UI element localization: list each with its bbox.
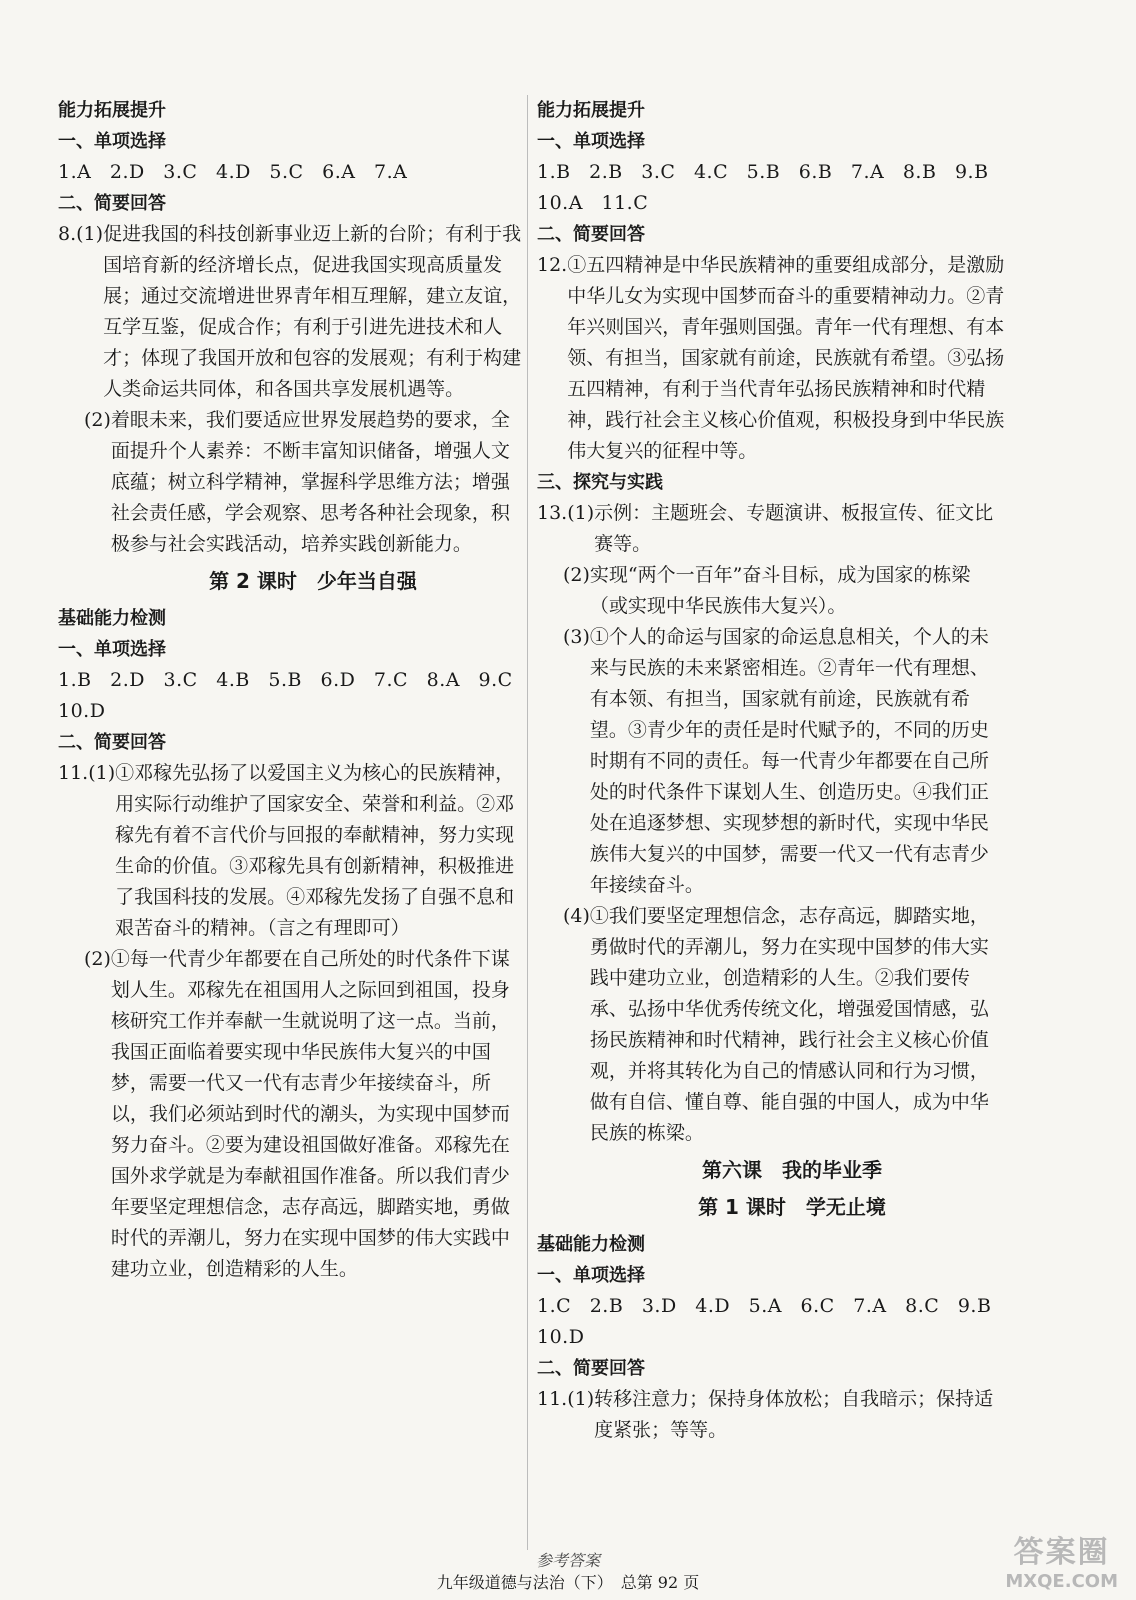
question-number: 11. [58, 762, 89, 784]
section-heading: 能力拓展提升 [58, 100, 166, 121]
subsection-heading: 二、简要回答 [537, 224, 645, 245]
footer-label: 参考答案 [535, 1551, 600, 1570]
lesson-title: 第六课 我的毕业季 [702, 1158, 882, 1182]
question-13-part-4 [537, 901, 1007, 1149]
question-13-part-3 [537, 622, 1007, 901]
answer-row: 10.D [537, 1326, 585, 1348]
right-column [537, 95, 1007, 1446]
answer-row: 10.A 11.C [537, 192, 649, 214]
question-number: 8. [58, 223, 77, 245]
sub-number: (4) [563, 905, 590, 927]
section-heading: 基础能力检测 [537, 1234, 645, 1255]
answer-row: 10.D [58, 700, 106, 722]
sub-number: (1) [88, 762, 116, 784]
answer-text: 转移注意力；保持身体放松；自我暗示；保持适度紧张；等等。 [594, 1388, 994, 1441]
answer-text: ①每一代青少年都要在自己所处的时代条件下谋划人生。邓稼先在祖国用人之际回到祖国，投身核研究工作并奉献一生就说明了这一点。当前，我国正面临着要实现中华民族伟大复兴的中国梦，需要一代又一代有志青少年接续奋斗，所以，我们必须站到时代的潮头，为实现中国梦而努力奋斗。②要为建设祖国做好准备。邓稼先在国外求学就是为奉献祖国作准备。所以我们青少年要坚定理想信念，志存高远，脚踏实地，勇做时代的弄潮儿，努力在实现中国梦的伟大实践中建功立业，创造精彩的人生。 [110, 948, 510, 1280]
page-footer: 九年级道德与法治（下） 总第 92 页 [436, 1573, 700, 1592]
watermark-logo [1005, 1527, 1118, 1592]
watermark-url: MXQE.COM [1005, 1571, 1118, 1592]
question-8-part-2 [58, 405, 528, 560]
left-column [58, 95, 528, 1285]
answer-text: ①个人的命运与国家的命运息息相关，个人的未来与民族的未来紧密相连。②青年一代有理想、有本领、有担当，国家就有前途，民族就有希望。③青少年的责任是时代赋予的，不同的历史时期有不同的责任。每一代青少年都要在自己所处的时代条件下谋划人生、创造历史。④我们正处在追逐梦想、实现梦想的新时代，实现中华民族伟大复兴的中国梦，需要一代又一代有志青少年接续奋斗。 [589, 626, 989, 896]
section-heading: 基础能力检测 [58, 608, 166, 629]
sub-number: (2) [563, 564, 590, 586]
question-11-part-2 [58, 944, 528, 1285]
question-11 [58, 758, 528, 944]
subsection-heading: 一、单项选择 [58, 639, 166, 660]
answer-text: 着眼未来，我们要适应世界发展趋势的要求，全面提升个人素养：不断丰富知识储备，增强人文底蕴；树立科学精神，掌握科学思维方法；增强社会责任感，学会观察、思考各种社会现象，积极参与社会实践活动，培养实践创新能力。 [110, 409, 510, 555]
sub-number: (1) [76, 223, 104, 245]
answer-row: 1.A 2.D 3.C 4.D 5.C 6.A 7.A [58, 161, 408, 183]
sub-number: (2) [84, 948, 111, 970]
subsection-heading: 三、探究与实践 [537, 472, 663, 493]
sub-number: (1) [567, 502, 595, 524]
watermark-text: 答案圈 [1013, 1535, 1110, 1570]
question-13-part-2 [537, 560, 1007, 622]
subsection-heading: 一、单项选择 [537, 131, 645, 152]
answer-row: 1.B 2.B 3.C 4.C 5.B 6.B 7.A 8.B 9.B [537, 161, 989, 183]
subsection-heading: 二、简要回答 [58, 193, 166, 214]
question-number: 12. [537, 254, 568, 276]
sub-number: (1) [567, 1388, 595, 1410]
sub-number: (3) [563, 626, 590, 648]
question-8 [58, 219, 528, 405]
answer-text: 实现“两个一百年”奋斗目标，成为国家的栋梁（或实现中华民族伟大复兴）。 [589, 564, 971, 617]
answer-text: ①邓稼先弘扬了以爱国主义为核心的民族精神，用实际行动维护了国家安全、荣誉和利益。②邓稼先有着不言代价与回报的奉献精神，努力实现生命的价值。③邓稼先具有创新精神，积极推进了我国科技的发展。④邓稼先发扬了自强不息和艰苦奋斗的精神。（言之有理即可） [115, 762, 515, 939]
question-13 [537, 498, 1007, 560]
question-number: 13. [537, 502, 568, 524]
subsection-heading: 二、简要回答 [58, 732, 166, 753]
question-12 [537, 250, 1007, 467]
answer-text: 促进我国的科技创新事业迈上新的台阶；有利于我国培育新的经济增长点，促进我国实现高质量发展；通过交流增进世界青年相互理解，建立友谊，互学互鉴，促成合作；有利于引进先进技术和人才；体现了我国开放和包容的发展观；有利于构建人类命运共同体，和各国共享发展机遇等。 [103, 223, 522, 400]
answer-row: 1.B 2.D 3.C 4.B 5.B 6.D 7.C 8.A 9.C [58, 669, 513, 691]
section-heading: 能力拓展提升 [537, 100, 645, 121]
question-number: 11. [537, 1388, 568, 1410]
subsection-heading: 一、单项选择 [537, 1265, 645, 1286]
answer-text: 示例：主题班会、专题演讲、板报宣传、征文比赛等。 [594, 502, 994, 555]
lesson-title: 第 2 课时 少年当自强 [209, 569, 417, 593]
answer-text: ①五四精神是中华民族精神的重要组成部分，是激励中华儿女为实现中国梦而奋斗的重要精神动力。②青年兴则国兴，青年强则国强。青年一代有理想、有本领、有担当，国家就有前途，民族就有希望。③弘扬五四精神，有利于当代青年弘扬民族精神和时代精神，践行社会主义核心价值观，积极投身到中华民族伟大复兴的征程中等。 [567, 254, 1005, 462]
sub-number: (2) [84, 409, 111, 431]
question-11-right [537, 1384, 1007, 1446]
answer-row: 1.C 2.B 3.D 4.D 5.A 6.C 7.A 8.C 9.B [537, 1295, 992, 1317]
subsection-heading: 二、简要回答 [537, 1358, 645, 1379]
subsection-heading: 一、单项选择 [58, 131, 166, 152]
lesson-subtitle: 第 1 课时 学无止境 [698, 1195, 886, 1219]
answer-text: ①我们要坚定理想信念，志存高远，脚踏实地，勇做时代的弄潮儿，努力在实现中国梦的伟大实践中建功立业，创造精彩的人生。②我们要传承、弘扬中华优秀传统文化，增强爱国情感，弘扬民族精神和时代精神，践行社会主义核心价值观，并将其转化为自己的情感认同和行为习惯，做有自信、懂自尊、能自强的中国人，成为中华民族的栋梁。 [589, 905, 989, 1144]
